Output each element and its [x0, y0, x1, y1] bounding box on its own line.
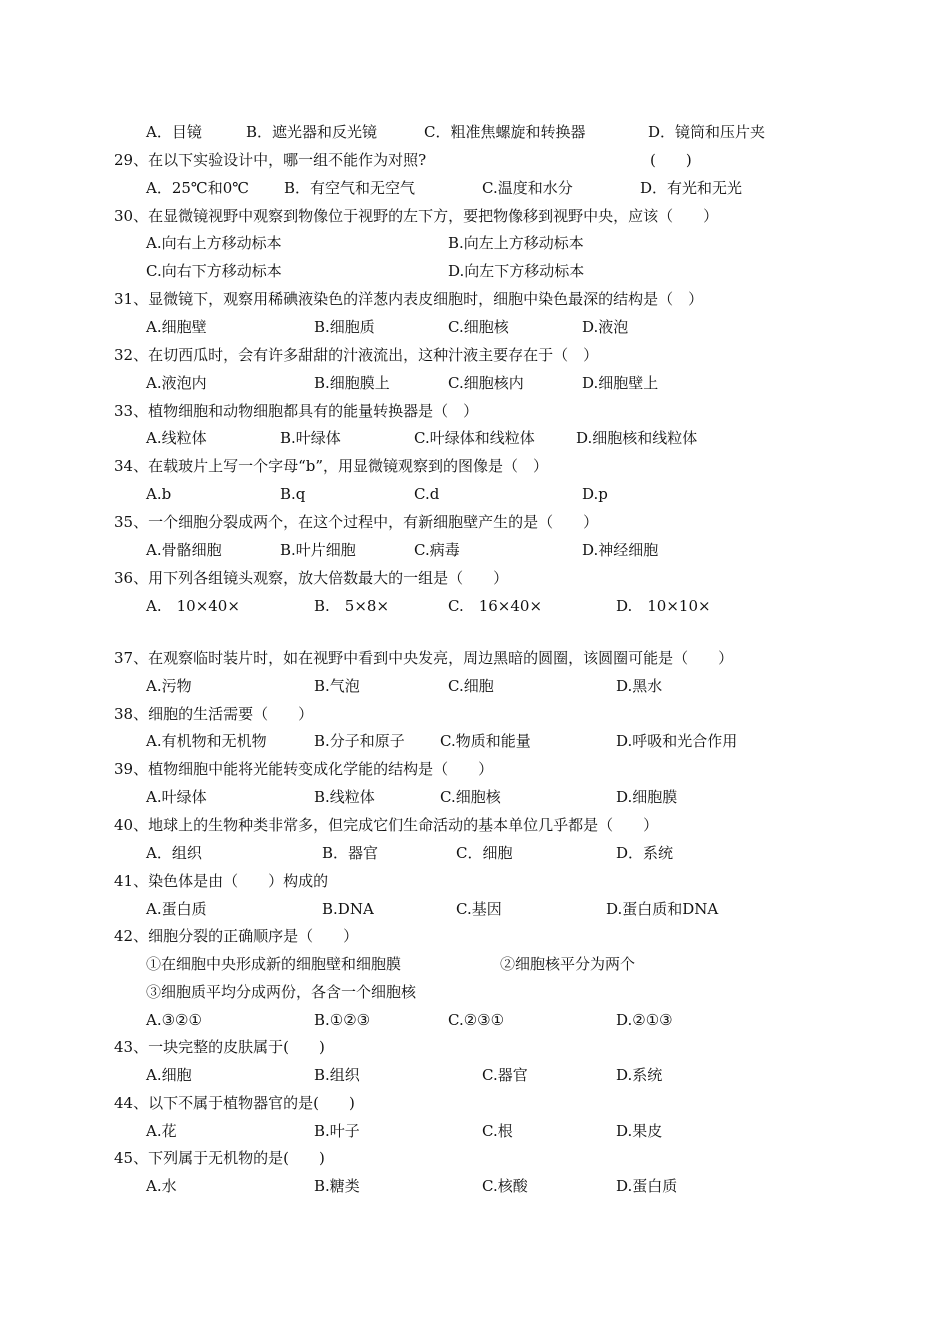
q38-option-d: D.呼吸和光合作用: [616, 732, 738, 750]
q36-option-b: B. 5×8×: [314, 597, 390, 615]
q30-option-a: A.向右上方移动标本: [146, 234, 282, 252]
q37-option-c: C.细胞: [448, 677, 494, 695]
q40-option-c: C．细胞: [456, 844, 513, 862]
q29-answer-blank: ( ): [650, 151, 692, 169]
q38-option-b: B.分子和原子: [314, 732, 405, 750]
q34-option-a: A.b: [146, 485, 172, 503]
q45-option-b: B.糖类: [314, 1177, 360, 1195]
q33-option-b: B.叶绿体: [280, 429, 341, 447]
q34-option-b: B.q: [280, 485, 306, 503]
q35-option-b: B.叶片细胞: [280, 541, 356, 559]
q36-option-c: C. 16×40×: [448, 597, 543, 615]
q41-option-a: A.蛋白质: [146, 900, 207, 918]
q42-option-d: D.②①③: [616, 1011, 673, 1029]
q36-option-d: D. 10×10×: [616, 597, 711, 615]
q44-option-b: B.叶子: [314, 1122, 360, 1140]
q42-question: 42、细胞分裂的正确顺序是（ ）: [114, 927, 359, 945]
q41-option-b: B.DNA: [322, 900, 374, 918]
q30-option-b: B.向左上方移动标本: [448, 234, 584, 252]
q32-option-b: B.细胞膜上: [314, 374, 390, 392]
q36-option-a: A. 10×40×: [146, 597, 240, 615]
q31-option-b: B.细胞质: [314, 318, 375, 336]
q45-question: 45、下列属于无机物的是( ): [114, 1149, 325, 1167]
q43-question: 43、一块完整的皮肤属于( ): [114, 1038, 325, 1056]
q29-option-c: C.温度和水分: [482, 179, 573, 197]
q32-question: 32、在切西瓜时，会有许多甜甜的汁液流出，这种汁液主要存在于（ ）: [114, 346, 599, 364]
q28-option-c: C．粗准焦螺旋和转换器: [424, 123, 586, 141]
q29-option-b: B．有空气和无空气: [284, 179, 416, 197]
q42-step-1: ①在细胞中央形成新的细胞壁和细胞膜: [146, 955, 402, 973]
q41-option-d: D.蛋白质和DNA: [606, 900, 719, 918]
q37-option-a: A.污物: [146, 677, 192, 695]
q40-question: 40、地球上的生物种类非常多，但完成它们生命活动的基本单位几乎都是（ ）: [114, 816, 659, 834]
q29-option-d: D．有光和无光: [640, 179, 743, 197]
q34-option-c: C.d: [414, 485, 440, 503]
q43-option-d: D.系统: [616, 1066, 663, 1084]
q35-question: 35、一个细胞分裂成两个，在这个过程中，有新细胞壁产生的是（ ）: [114, 513, 599, 531]
q38-question: 38、细胞的生活需要（ ）: [114, 705, 314, 723]
q37-option-d: D.黑水: [616, 677, 663, 695]
q34-option-d: D.p: [582, 485, 608, 503]
q39-option-d: D.细胞膜: [616, 788, 678, 806]
q36-question: 36、用下列各组镜头观察，放大倍数最大的一组是（ ）: [114, 569, 509, 587]
q40-option-b: B．器官: [322, 844, 379, 862]
q34-question: 34、在载玻片上写一个字母“b”，用显微镜观察到的图像是（ ）: [114, 457, 549, 475]
q43-option-b: B.组织: [314, 1066, 360, 1084]
q28-option-b: B．遮光器和反光镜: [246, 123, 378, 141]
q30-option-c: C.向右下方移动标本: [146, 262, 282, 280]
q30-option-d: D.向左下方移动标本: [448, 262, 585, 280]
q33-option-c: C.叶绿体和线粒体: [414, 429, 535, 447]
q35-option-d: D.神经细胞: [582, 541, 659, 559]
q42-step-3: ③细胞质平均分成两份，各含一个细胞核: [146, 983, 417, 1001]
q29-question: 29、在以下实验设计中，哪一组不能作为对照?: [114, 151, 427, 169]
q37-question: 37、在观察临时装片时，如在视野中看到中央发亮，周边黑暗的圆圈，该圆圈可能是（ ）: [114, 649, 734, 667]
q39-option-a: A.叶绿体: [146, 788, 207, 806]
q44-option-a: A.花: [146, 1122, 177, 1140]
q40-option-a: A．组织: [146, 844, 202, 862]
q45-option-c: C.核酸: [482, 1177, 528, 1195]
q43-option-a: A.细胞: [146, 1066, 192, 1084]
q31-option-a: A.细胞壁: [146, 318, 207, 336]
q39-question: 39、植物细胞中能将光能转变成化学能的结构是（ ）: [114, 760, 494, 778]
q38-option-c: C.物质和能量: [440, 732, 531, 750]
q30-question: 30、在显微镜视野中观察到物像位于视野的左下方，要把物像移到视野中央，应该（ ）: [114, 207, 719, 225]
q39-option-c: C.细胞核: [440, 788, 501, 806]
q42-option-a: A.③②①: [146, 1011, 202, 1029]
q45-option-d: D.蛋白质: [616, 1177, 678, 1195]
q38-option-a: A.有机物和无机物: [146, 732, 267, 750]
q33-question: 33、植物细胞和动物细胞都具有的能量转换器是（ ）: [114, 402, 479, 420]
q32-option-a: A.液泡内: [146, 374, 207, 392]
q31-option-d: D.液泡: [582, 318, 629, 336]
q44-option-c: C.根: [482, 1122, 513, 1140]
q31-question: 31、显微镜下，观察用稀碘液染色的洋葱内表皮细胞时，细胞中染色最深的结构是（ ）: [114, 290, 704, 308]
q41-option-c: C.基因: [456, 900, 502, 918]
q39-option-b: B.线粒体: [314, 788, 375, 806]
q42-option-b: B.①②③: [314, 1011, 371, 1029]
q37-option-b: B.气泡: [314, 677, 360, 695]
q28-option-d: D．镜筒和压片夹: [648, 123, 766, 141]
q33-option-a: A.线粒体: [146, 429, 207, 447]
q41-question: 41、染色体是由（ ）构成的: [114, 872, 329, 890]
q35-option-c: C.病毒: [414, 541, 460, 559]
q40-option-d: D．系统: [616, 844, 674, 862]
q44-question: 44、以下不属于植物器官的是( ): [114, 1094, 355, 1112]
q42-option-c: C.②③①: [448, 1011, 505, 1029]
q32-option-c: C.细胞核内: [448, 374, 524, 392]
q45-option-a: A.水: [146, 1177, 177, 1195]
q29-option-a: A．25℃和0℃: [146, 179, 250, 197]
q28-option-a: A．目镜: [146, 123, 202, 141]
q31-option-c: C.细胞核: [448, 318, 509, 336]
q35-option-a: A.骨骼细胞: [146, 541, 222, 559]
q44-option-d: D.果皮: [616, 1122, 663, 1140]
q42-step-2: ②细胞核平分为两个: [500, 955, 636, 973]
q43-option-c: C.器官: [482, 1066, 528, 1084]
q32-option-d: D.细胞壁上: [582, 374, 659, 392]
q33-option-d: D.细胞核和线粒体: [576, 429, 698, 447]
